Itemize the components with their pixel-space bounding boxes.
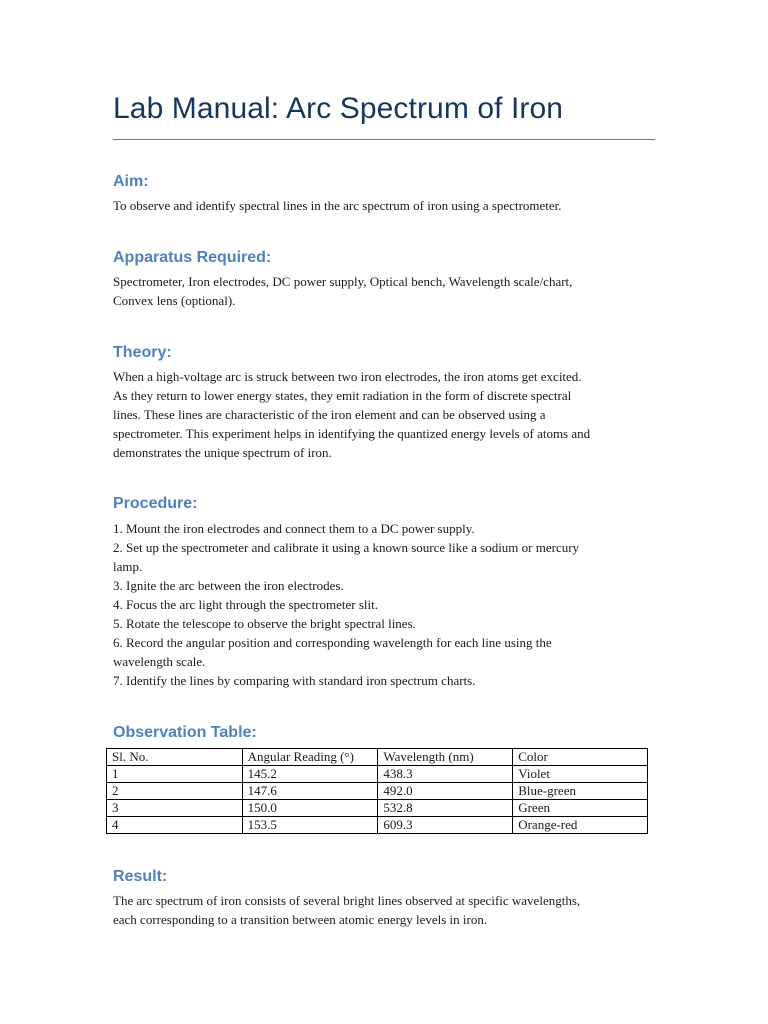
procedure-step: 6. Record the angular position and corresponding wavelength for each line using the xyxy=(113,635,552,650)
table-cell: 147.6 xyxy=(242,783,378,800)
table-row xyxy=(107,800,648,817)
table-cell: 4 xyxy=(107,817,243,834)
theory-line: When a high-voltage arc is struck between two iron electrodes, the iron atoms get excited. xyxy=(113,369,582,384)
title-underline xyxy=(113,139,655,140)
table-cell: 492.0 xyxy=(378,783,513,800)
procedure-step: 2. Set up the spectrometer and calibrate it using a known source like a sodium or mercury xyxy=(113,540,580,555)
observation-heading: Observation Table: xyxy=(113,724,257,741)
table-cell: 153.5 xyxy=(242,817,378,834)
result-line: each corresponding to a transition between atomic energy levels in iron. xyxy=(113,912,488,927)
observation-table xyxy=(106,748,648,834)
document-title: Lab Manual: Arc Spectrum of Iron xyxy=(113,92,564,125)
theory-line: demonstrates the unique spectrum of iron. xyxy=(113,445,332,460)
theory-heading: Theory: xyxy=(113,344,172,361)
result-heading: Result: xyxy=(113,868,168,885)
aim-line: To observe and identify spectral lines in the arc spectrum of iron using a spectrometer. xyxy=(113,198,562,213)
procedure-step: 5. Rotate the telescope to observe the bright spectral lines. xyxy=(113,616,416,631)
table-cell: 438.3 xyxy=(378,766,513,783)
table-cell: Green xyxy=(513,800,648,817)
table-cell: Orange-red xyxy=(513,817,648,834)
column-header: Color xyxy=(513,749,648,766)
table-row xyxy=(107,766,648,783)
table-cell: 609.3 xyxy=(378,817,513,834)
apparatus-text xyxy=(113,272,661,310)
procedure-step-continued: lamp. xyxy=(113,559,143,574)
theory-line: spectrometer. This experiment helps in identifying the quantized energy levels of atoms and xyxy=(113,426,591,441)
table-cell: 532.8 xyxy=(378,800,513,817)
aim-heading: Aim: xyxy=(113,173,149,190)
theory-line: lines. These lines are characteristic of the iron element and can be observed using a xyxy=(113,407,546,422)
column-header: Wavelength (nm) xyxy=(378,749,513,766)
procedure-step-continued: wavelength scale. xyxy=(113,654,206,669)
procedure-step: 1. Mount the iron electrodes and connect them to a DC power supply. xyxy=(113,521,475,536)
apparatus-heading: Apparatus Required: xyxy=(113,249,272,266)
column-header: Angular Reading (°) xyxy=(242,749,378,766)
theory-text xyxy=(113,367,661,462)
procedure-list xyxy=(113,519,661,690)
table-cell: 3 xyxy=(107,800,243,817)
procedure-step: 4. Focus the arc light through the spectrometer slit. xyxy=(113,597,378,612)
table-row xyxy=(107,783,648,800)
procedure-step: 7. Identify the lines by comparing with standard iron spectrum charts. xyxy=(113,673,476,688)
procedure-heading: Procedure: xyxy=(113,495,198,512)
table-cell: 150.0 xyxy=(242,800,378,817)
table-cell: 2 xyxy=(107,783,243,800)
apparatus-line: Spectrometer, Iron electrodes, DC power supply, Optical bench, Wavelength scale/chart, xyxy=(113,274,573,289)
table-header-row xyxy=(107,749,648,766)
table-cell: 145.2 xyxy=(242,766,378,783)
theory-line: As they return to lower energy states, they emit radiation in the form of discrete spectral xyxy=(113,388,572,403)
table-row xyxy=(107,817,648,834)
result-text xyxy=(113,891,661,929)
table-cell: 1 xyxy=(107,766,243,783)
result-line: The arc spectrum of iron consists of several bright lines observed at specific wavelengths, xyxy=(113,893,581,908)
procedure-step: 3. Ignite the arc between the iron electrodes. xyxy=(113,578,344,593)
table-cell: Violet xyxy=(513,766,648,783)
apparatus-line: Convex lens (optional). xyxy=(113,293,236,308)
aim-text xyxy=(113,196,661,215)
column-header: Sl. No. xyxy=(107,749,243,766)
table-cell: Blue-green xyxy=(513,783,648,800)
